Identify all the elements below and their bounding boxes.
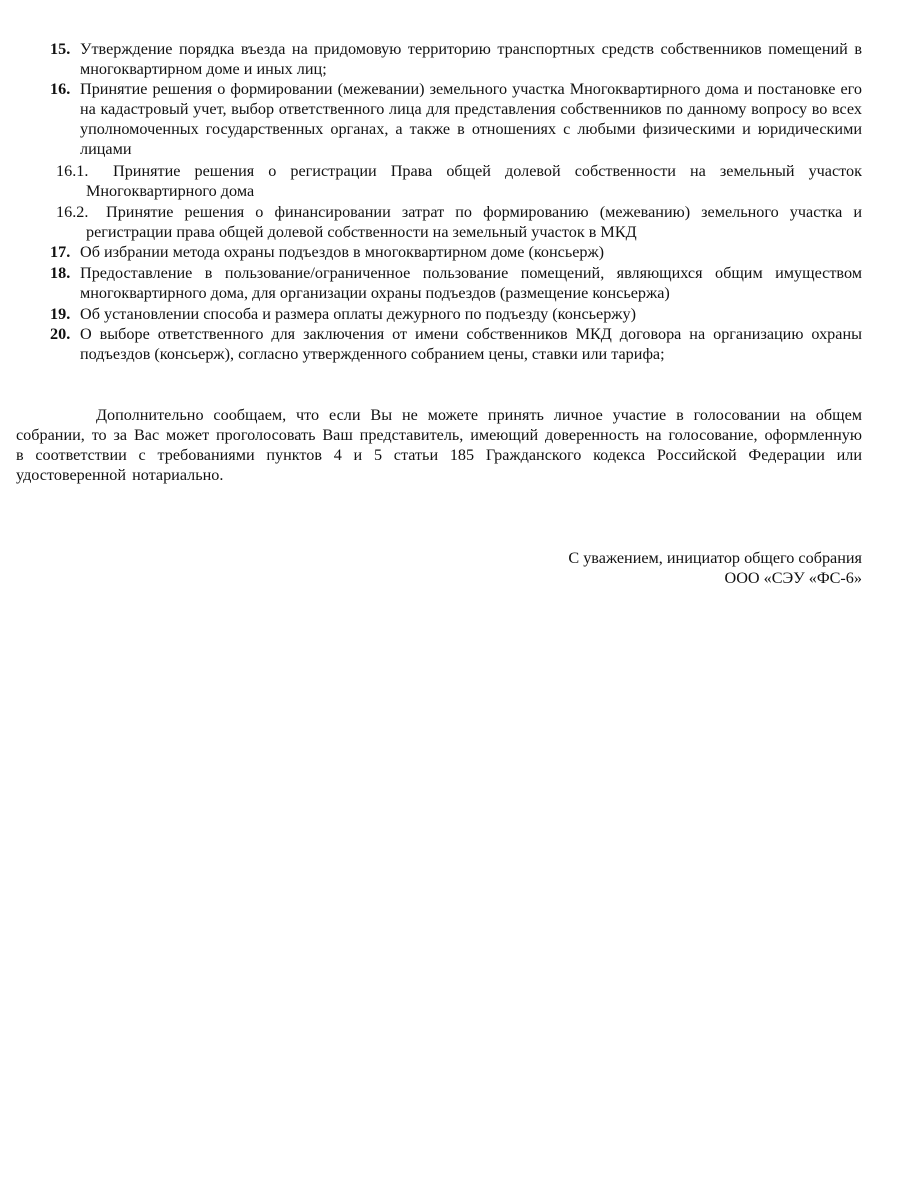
agenda-item-16-1: [56, 161, 862, 201]
agenda-item-number: 16.: [50, 80, 71, 98]
agenda-item-19: [50, 304, 862, 324]
agenda-item-number: 19.: [50, 305, 71, 323]
agenda-item-text: Об установлении способа и размера оплаты дежурного по подъезду (консьержу): [80, 305, 636, 323]
agenda-item-number: 18.: [50, 264, 71, 282]
agenda-item-number: 16.2.: [56, 203, 89, 221]
signature-line: С уважением, инициатор общего собрания: [568, 549, 862, 567]
agenda-item-16-2: [56, 202, 862, 242]
signature-block: [568, 548, 862, 588]
agenda-item-number: 15.: [50, 40, 71, 58]
organization-name: ООО «СЭУ «ФС-6»: [724, 569, 862, 587]
agenda-item-20: [50, 324, 862, 364]
agenda-item-text: Принятие решения о формировании (межевании) земельного участка Многоквартирного дома и постановке его на кадастровый учет, выбор ответственного лица для представления собственников по данному вопросу во всех уполномоченных государственных органах, а также в отношениях с любыми физическими и юридическими лицами: [80, 80, 862, 158]
agenda-item-number: 20.: [50, 325, 71, 343]
agenda-item-text: Принятие решения о финансировании затрат по формированию (межеванию) земельного участка и регистрации права общей долевой собственности на земельный участок в МКД: [86, 203, 862, 241]
agenda-item-16: [50, 79, 862, 159]
agenda-item-text: О выборе ответственного для заключения от имени собственников МКД договора на организацию охраны подъездов (консьерж), согласно утвержденного собранием цены, ставки или тарифа;: [80, 325, 862, 363]
agenda-item-number: 17.: [50, 243, 71, 261]
agenda-item-18: [50, 263, 862, 303]
proxy-voting-note: Дополнительно сообщаем, что если Вы не можете принять личное участие в голосовании на общем собрании, то за Вас может проголосовать Ваш представитель, имеющий доверенность на голосование, оформленную в соответствии с требованиями пунктов 4 и 5 статьи 185 Гражданского кодекса Российской Федерации или удостоверенной нотариально.: [16, 406, 862, 484]
agenda-item-text: Предоставление в пользование/ограниченное пользование помещений, являющихся общим имуществом многоквартирного дома, для организации охраны подъездов (размещение консьержа): [80, 264, 862, 302]
agenda-item-text: Утверждение порядка въезда на придомовую территорию транспортных средств собственников помещений в многоквартирном доме и иных лиц;: [80, 40, 862, 78]
agenda-item-text: Об избрании метода охраны подъездов в многоквартирном доме (консьерж): [80, 243, 605, 261]
agenda-item-15: [50, 39, 862, 79]
agenda-item-text: Принятие решения о регистрации Права общей долевой собственности на земельный участок Многоквартирного дома: [86, 162, 862, 200]
agenda-item-number: 16.1.: [56, 162, 89, 180]
agenda-item-17: [50, 242, 862, 262]
